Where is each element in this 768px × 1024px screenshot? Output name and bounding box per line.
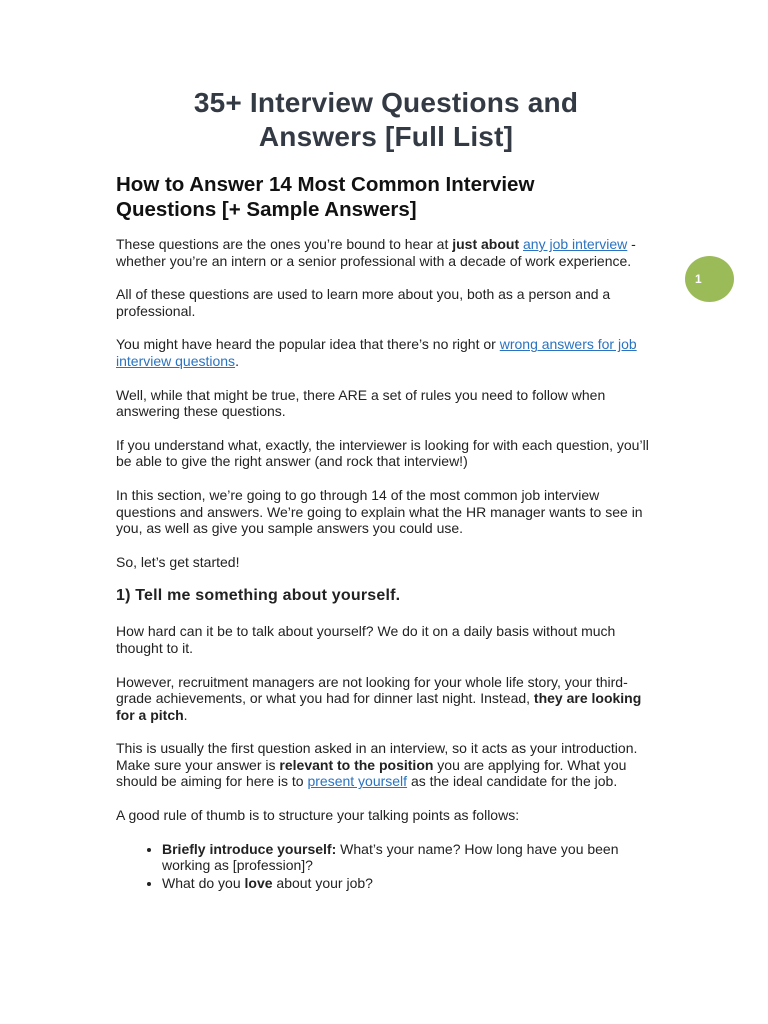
section-heading — [116, 172, 656, 222]
bold-run: they are looking for a pitch — [116, 690, 642, 723]
intro-paragraph-1 — [116, 236, 656, 269]
question-1-heading: 1) Tell me something about yourself. — [116, 587, 401, 605]
intro-paragraph-5: If you understand what, exactly, the interviewer is looking for with each question, you’ll be able to give the right answer (and rock that interview!) — [116, 436, 649, 470]
intro-paragraph-7: So, let’s get started! — [116, 553, 240, 570]
document-title — [116, 86, 656, 154]
list-item — [162, 841, 656, 874]
document-title-line-2: Answers [Full List] — [258, 121, 514, 152]
document-page — [116, 86, 656, 892]
present-yourself-link[interactable]: present yourself — [307, 773, 408, 790]
any-job-interview-link[interactable]: any job interview — [523, 236, 628, 252]
intro-paragraph-6: In this section, we’re going to go through 14 of the most common job interview questions and answers. We’re going to explain what the HR manager wants to see in you, as well as give you sample answers you could use. — [116, 486, 643, 537]
text-run: What do you — [162, 874, 245, 891]
section-heading-line-2: Questions [+ Sample Answers] — [116, 198, 417, 221]
text-run: This is usually the first question asked in an interview, so it acts as your introduction. Make sure your answer is — [116, 740, 638, 773]
question-1-paragraph-2 — [116, 674, 656, 724]
intro-paragraph-3 — [116, 336, 656, 369]
talking-points-list — [116, 841, 656, 892]
bold-run: relevant to the position — [279, 756, 434, 773]
text-run: However, recruitment managers are not looking for your whole life story, your third-grade achievements, or what you had for dinner last night. Instead, — [116, 673, 628, 707]
text-run: . — [235, 352, 239, 369]
document-title-line-1: 35+ Interview Questions and — [193, 87, 579, 118]
text-run: - whether you’re an intern or a senior professional with a decade of work experience. — [116, 236, 636, 269]
bold-run: Briefly introduce yourself: — [162, 840, 337, 857]
question-1-paragraph-1: How hard can it be to talk about yourself? We do it on a daily basis without much thought to it. — [116, 623, 616, 656]
question-1-paragraph-3 — [116, 740, 656, 790]
text-run: about your job? — [272, 874, 373, 891]
intro-paragraph-4: Well, while that might be true, there ARE a set of rules you need to follow when answering these questions. — [116, 386, 606, 420]
text-run: as the ideal candidate for the job. — [407, 773, 618, 790]
text-run: These questions are the ones you’re bound to hear at — [116, 236, 453, 252]
question-1-paragraph-4: A good rule of thumb is to structure your talking points as follows: — [116, 807, 520, 824]
wrong-answers-link[interactable]: wrong answers for job interview questions — [116, 336, 637, 369]
text-run: . — [183, 706, 188, 723]
text-run: you are applying for. What you should be aiming for here is to — [116, 756, 627, 790]
list-item — [162, 875, 656, 892]
bold-run: just about — [452, 236, 520, 252]
section-heading-line-1: How to Answer 14 Most Common Interview — [116, 173, 535, 196]
text-run: You might have heard the popular idea that there’s no right or — [116, 336, 500, 353]
text-run: What’s your name? How long have you been working as [profession]? — [162, 840, 619, 874]
comment-marker[interactable]: 1 — [685, 256, 734, 302]
intro-paragraph-2: All of these questions are used to learn more about you, both as a person and a professional. — [116, 286, 611, 319]
bold-run: love — [244, 874, 273, 891]
